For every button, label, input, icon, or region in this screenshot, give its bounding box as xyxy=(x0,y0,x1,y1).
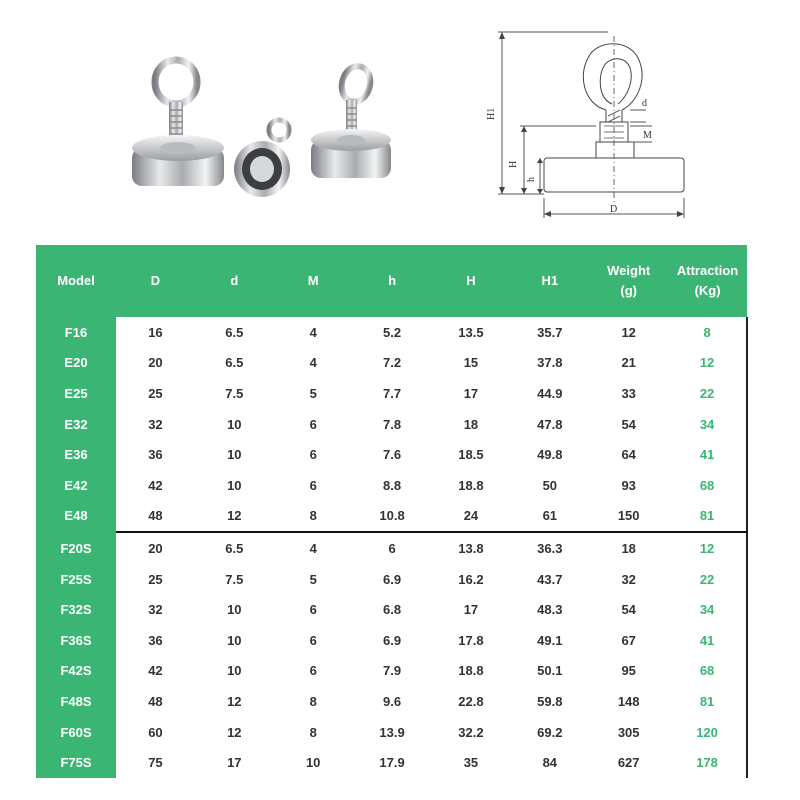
label-H1: H1 xyxy=(486,107,497,120)
cell-attraction: 68 xyxy=(668,656,747,687)
cell-attraction: 12 xyxy=(668,348,747,379)
cell-model: F20S xyxy=(36,532,116,564)
cell-d: 10 xyxy=(227,447,242,463)
cell-attraction: 22 xyxy=(668,378,747,409)
label-H: H xyxy=(508,160,519,168)
cell-M: 5 xyxy=(309,571,317,587)
cell-weight: 627 xyxy=(617,755,640,771)
cell-D: 16 xyxy=(148,324,163,340)
cell-D: 75 xyxy=(148,755,163,771)
cell-model: E20 xyxy=(36,348,116,379)
cell-d: 6.5 xyxy=(225,540,244,556)
cell-weight: 95 xyxy=(621,663,636,679)
cell-H: 13.8 xyxy=(458,540,484,556)
cell-h: 8.8 xyxy=(383,477,402,493)
table-row xyxy=(36,686,747,717)
cell-d: 17 xyxy=(227,755,242,771)
magnet-small-middle xyxy=(234,120,290,197)
table-row xyxy=(36,717,747,748)
cell-d: 10 xyxy=(227,632,242,648)
cell-weight: 54 xyxy=(621,416,636,432)
magnet-large-left xyxy=(132,60,224,186)
header-weight xyxy=(589,245,668,317)
cell-M: 4 xyxy=(309,355,317,371)
cell-H1: 61 xyxy=(510,501,589,533)
cell-M: 5 xyxy=(309,385,317,401)
table-row xyxy=(36,625,747,656)
cell-d: 10 xyxy=(227,663,242,679)
cell-H: 13.5 xyxy=(458,324,484,340)
header-d: d xyxy=(195,245,274,317)
product-photo xyxy=(124,42,406,205)
cell-H: 16.2 xyxy=(458,571,484,587)
cell-model: F16 xyxy=(36,317,116,348)
cell-d: 10 xyxy=(227,416,242,432)
cell-D: 36 xyxy=(148,447,163,463)
cell-H: 18.8 xyxy=(458,477,484,493)
cell-H: 18.5 xyxy=(458,447,484,463)
header-H: H xyxy=(432,245,511,317)
table-row xyxy=(36,409,747,440)
cell-weight: 21 xyxy=(621,355,636,371)
label-M: M xyxy=(643,130,652,141)
cell-weight: 54 xyxy=(621,602,636,618)
table-row xyxy=(36,532,747,564)
cell-model: F25S xyxy=(36,564,116,595)
table-row xyxy=(36,348,747,379)
cell-M: 4 xyxy=(309,540,317,556)
cell-attraction: 41 xyxy=(668,439,747,470)
header-attraction-line2: (Kg) xyxy=(694,283,721,298)
cell-h: 7.6 xyxy=(383,447,402,463)
cell-H: 17 xyxy=(463,385,479,401)
header-h: h xyxy=(353,245,432,317)
cell-h: 10.8 xyxy=(353,501,432,533)
cell-M: 10 xyxy=(305,755,321,771)
cell-M: 6 xyxy=(309,602,317,618)
cell-D: 42 xyxy=(148,477,163,493)
cell-d: 12 xyxy=(227,724,242,740)
cell-D: 36 xyxy=(148,632,163,648)
cell-weight: 67 xyxy=(621,632,636,648)
cell-d: 12 xyxy=(195,501,274,533)
cell-H1: 50.1 xyxy=(537,663,563,679)
cell-model: F42S xyxy=(36,656,116,687)
header-row xyxy=(36,245,747,317)
header-weight-line1: Weight xyxy=(607,263,651,278)
cell-d: 6.5 xyxy=(225,355,244,371)
cell-H1: 37.8 xyxy=(537,355,563,371)
cell-D: 32 xyxy=(148,416,163,432)
cell-weight: 33 xyxy=(621,385,636,401)
cell-attraction: 81 xyxy=(668,501,747,533)
cell-d: 12 xyxy=(227,693,242,709)
cell-weight: 18 xyxy=(621,540,636,556)
table-row xyxy=(36,747,747,778)
cell-H: 18 xyxy=(463,416,479,432)
cell-weight: 12 xyxy=(621,324,636,340)
cell-d: 10 xyxy=(227,602,242,618)
table-row xyxy=(36,439,747,470)
table-row xyxy=(36,564,747,595)
label-d: d xyxy=(642,98,647,109)
header-H1: H1 xyxy=(510,245,589,317)
header-weight-line2: (g) xyxy=(620,283,637,298)
cell-h: 9.6 xyxy=(383,693,402,709)
cell-weight: 93 xyxy=(621,477,636,493)
table-row xyxy=(36,317,747,348)
cell-D: 32 xyxy=(148,602,163,618)
header-D: D xyxy=(116,245,195,317)
cell-D: 25 xyxy=(148,571,163,587)
cell-weight: 64 xyxy=(621,447,636,463)
dimension-diagram xyxy=(488,18,693,228)
cell-d: 10 xyxy=(227,477,242,493)
cell-H: 18.8 xyxy=(458,663,484,679)
cell-M: 8 xyxy=(309,693,317,709)
cell-model: E42 xyxy=(36,470,116,501)
cell-attraction: 120 xyxy=(668,717,747,748)
header-M: M xyxy=(274,245,353,317)
cell-model: E48 xyxy=(36,501,116,533)
cell-model: E32 xyxy=(36,409,116,440)
cell-D: 60 xyxy=(148,724,163,740)
cell-M: 8 xyxy=(309,724,317,740)
cell-H: 17.8 xyxy=(458,632,484,648)
cell-M: 6 xyxy=(309,632,317,648)
cell-attraction: 22 xyxy=(668,564,747,595)
cell-attraction: 34 xyxy=(668,409,747,440)
cell-D: 20 xyxy=(148,540,163,556)
cell-model: F75S xyxy=(36,747,116,778)
cell-H: 32.2 xyxy=(458,724,484,740)
cell-H: 17 xyxy=(463,602,479,618)
cell-model: E36 xyxy=(36,439,116,470)
cell-H: 35 xyxy=(463,755,479,771)
magnet-right xyxy=(311,63,391,178)
cell-H1: 84 xyxy=(542,755,558,771)
cell-attraction: 8 xyxy=(668,317,747,348)
cell-H1: 49.8 xyxy=(537,447,563,463)
cell-attraction: 34 xyxy=(668,594,747,625)
cell-d: 6.5 xyxy=(225,324,244,340)
header-attraction xyxy=(668,245,747,317)
cell-attraction: 178 xyxy=(668,747,747,778)
cell-h: 6.9 xyxy=(383,571,402,587)
cell-attraction: 68 xyxy=(668,470,747,501)
cell-d: 7.5 xyxy=(225,571,244,587)
cell-h: 7.2 xyxy=(383,355,402,371)
cell-M: 8 xyxy=(274,501,353,533)
cell-H1: 49.1 xyxy=(537,632,563,648)
label-h: h xyxy=(526,177,537,182)
cell-H1: 69.2 xyxy=(537,724,563,740)
cell-weight: 150 xyxy=(589,501,668,533)
cell-model: F32S xyxy=(36,594,116,625)
cell-H1: 43.7 xyxy=(537,571,563,587)
cell-attraction: 12 xyxy=(668,532,747,564)
cell-H: 15 xyxy=(463,355,479,371)
table-row xyxy=(36,378,747,409)
base-neck-drawing xyxy=(596,142,634,158)
cell-weight: 32 xyxy=(621,571,636,587)
cell-d: 7.5 xyxy=(225,385,244,401)
cell-M: 6 xyxy=(309,663,317,679)
cell-D: 48 xyxy=(148,693,163,709)
cell-h: 7.8 xyxy=(383,416,402,432)
cell-weight: 148 xyxy=(617,693,640,709)
cell-H1: 59.8 xyxy=(537,693,563,709)
cell-model: F60S xyxy=(36,717,116,748)
cell-H1: 47.8 xyxy=(537,416,563,432)
cell-H1: 44.9 xyxy=(537,385,563,401)
cell-D: 25 xyxy=(148,385,163,401)
cell-H1: 48.3 xyxy=(537,602,563,618)
cell-weight: 305 xyxy=(617,724,640,740)
cell-attraction: 41 xyxy=(668,625,747,656)
cell-H: 22.8 xyxy=(458,693,484,709)
cell-h: 6 xyxy=(388,540,396,556)
cell-M: 6 xyxy=(309,416,317,432)
cell-D: 20 xyxy=(148,355,163,371)
cell-h: 13.9 xyxy=(379,724,405,740)
cell-M: 6 xyxy=(309,477,317,493)
cell-H: 24 xyxy=(432,501,511,533)
cell-h: 7.7 xyxy=(383,385,402,401)
cell-h: 6.9 xyxy=(383,632,402,648)
cell-h: 5.2 xyxy=(383,324,402,340)
cell-M: 4 xyxy=(309,324,317,340)
table-row xyxy=(36,470,747,501)
cell-h: 7.9 xyxy=(383,663,402,679)
cell-attraction: 81 xyxy=(668,686,747,717)
cell-H1: 36.3 xyxy=(537,540,563,556)
table-row xyxy=(36,656,747,687)
cell-h: 17.9 xyxy=(379,755,405,771)
cell-M: 6 xyxy=(309,447,317,463)
cell-H1: 35.7 xyxy=(537,324,563,340)
table-row xyxy=(36,501,747,533)
header-attraction-line1: Attraction xyxy=(676,263,739,278)
cell-D: 48 xyxy=(116,501,195,533)
spec-table xyxy=(36,245,748,778)
cell-model: F48S xyxy=(36,686,116,717)
cell-D: 42 xyxy=(148,663,163,679)
label-D: D xyxy=(610,204,618,215)
table-row xyxy=(36,594,747,625)
cell-model: F36S xyxy=(36,625,116,656)
cell-model: E25 xyxy=(36,378,116,409)
header-model: Model xyxy=(36,245,116,317)
cell-H1: 50 xyxy=(542,477,558,493)
cell-h: 6.8 xyxy=(383,602,402,618)
